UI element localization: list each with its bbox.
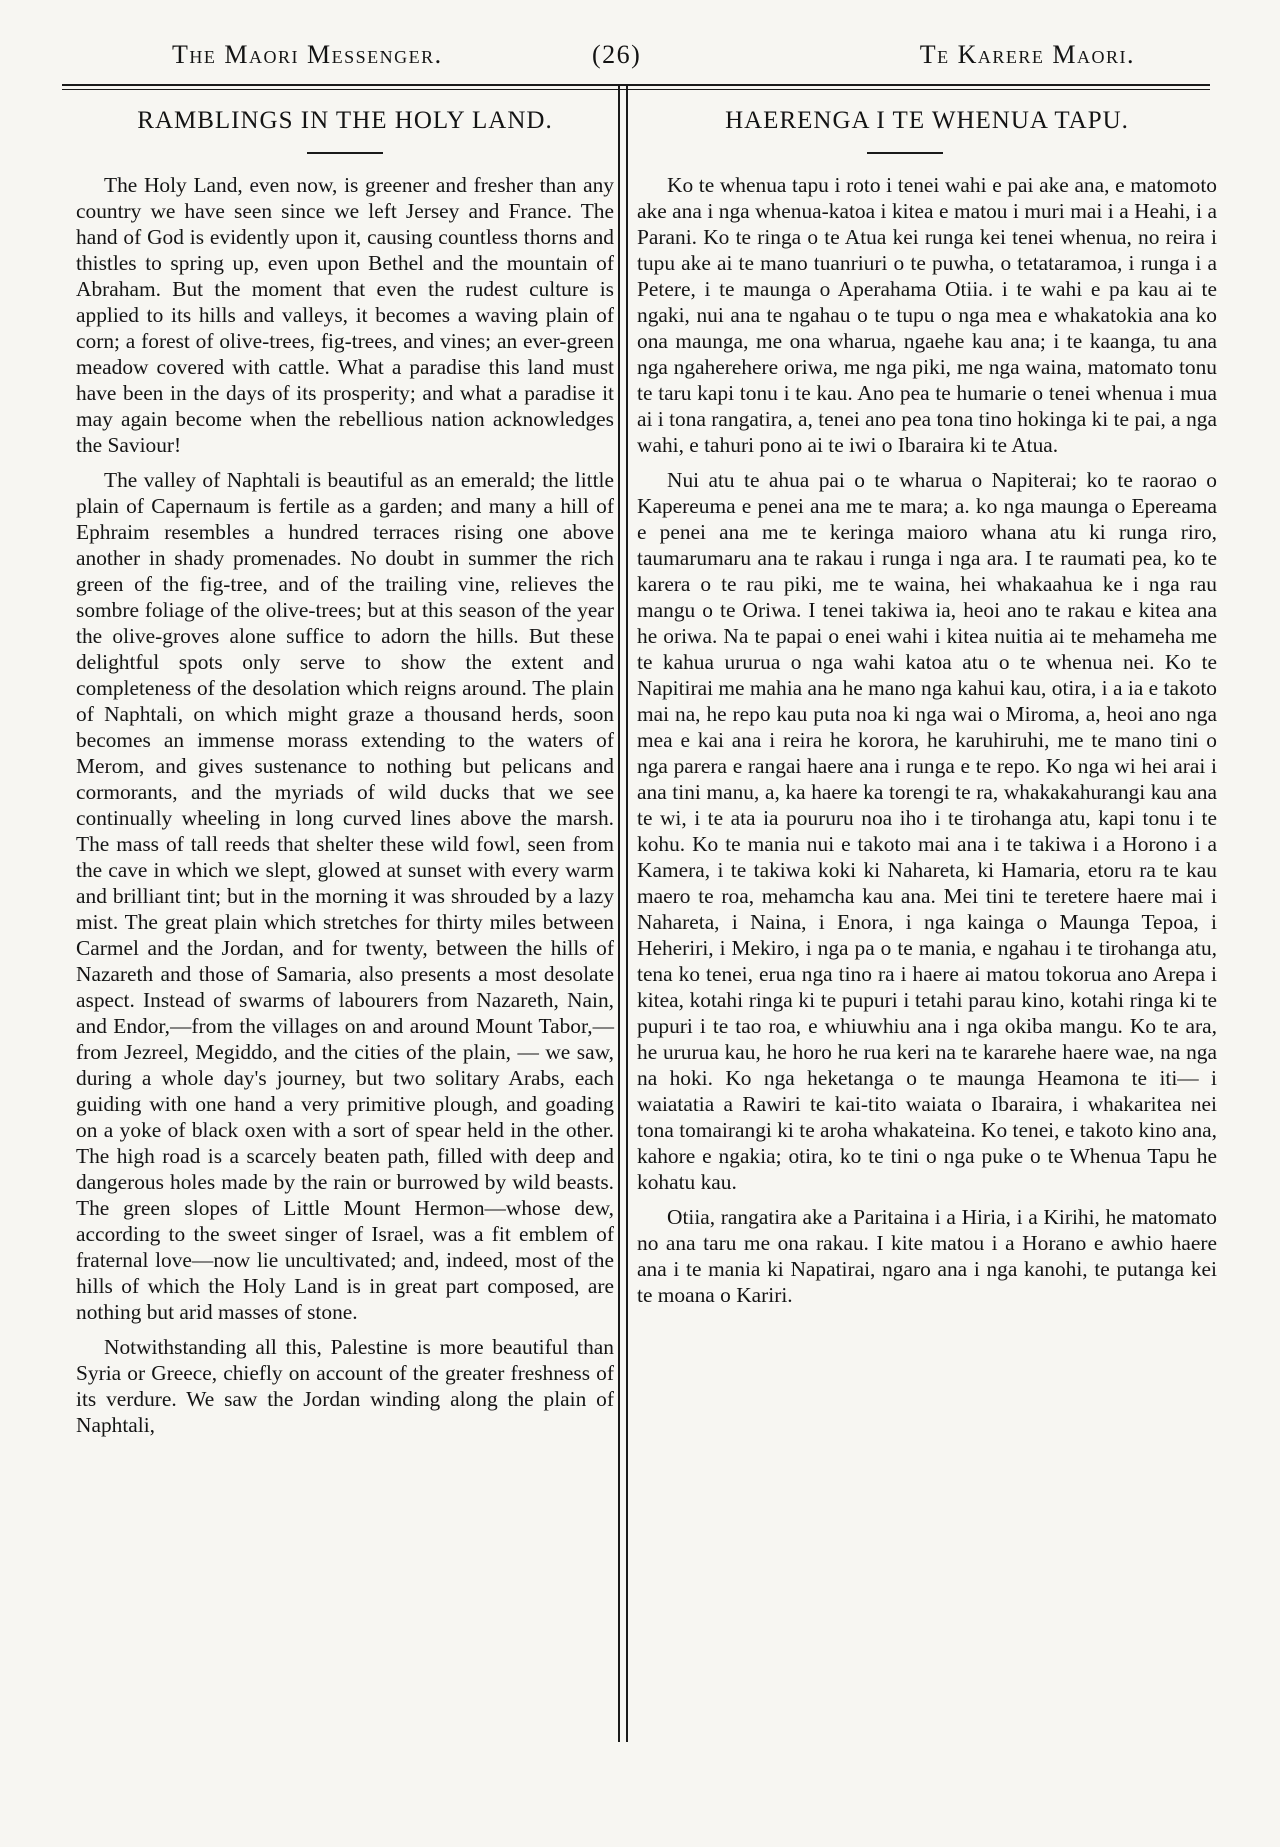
title-rule <box>867 152 943 154</box>
page-number: (26) <box>592 40 642 69</box>
header-rule-thin <box>62 89 1210 90</box>
maori-paragraph-3: Otiia, rangatira ake a Paritaina i a Hiria, i a Kirihi, he matomato no ana taru me ona rakau. I kite matou i a Horano e awhio haere ana i te mania ki Napatirai, ngaro ana i nga kanohi, te putanga kei te moana o Kariri. <box>637 1205 1217 1307</box>
english-article-title: RAMBLINGS IN THE HOLY LAND. <box>137 107 553 134</box>
title-rule <box>307 152 383 154</box>
maori-column <box>637 96 1217 1746</box>
maori-paragraph-1: Ko te whenua tapu i roto i tenei wahi e pai ake ana, e matomoto ake ana i nga whenua-katoa i kitea e matou i muri mai i a Heahi, i a Parani. Ko te ringa o te Atua kei runga kei tenei whenua, no reira i tupu ake ai te mano tuanriuri o te puwha, o tetataramoa, i runga i a Petere, i te maunga o Aperahama Otiia. i te wahi e pa kau ai te ngaki, nui ana te ngahau o te tupu o nga mea e whakatokia ana ko ona maunga, me ona wharua, ngaehe kau ana; i te kaanga, tu ana nga ngaherehere oriwa, me nga piki, me nga waina, matomato tonu te taru kapi tonu i te kau. Ano pea te humarie o tenei whenua i mua ai i tona rangatira, a, tenei ano pea tona tino hokinga ki te pai, a nga wahi, e tahuri pono ai te iwi o Ibaraira ki te Atua. <box>637 173 1217 457</box>
english-column <box>76 96 614 1746</box>
english-paragraph-2: The valley of Naphtali is beautiful as an emerald; the little plain of Capernaum is fertile as a garden; and many a hill of Ephraim resembles a hundred terraces rising one above another in shady promenades. No doubt in summer the rich green of the fig-tree, and of the trailing vine, relieves the sombre foliage of the olive-trees; but at this season of the year the olive-groves alone suffice to adorn the hills. But these delightful spots only serve to show the extent and completeness of the desolation which reigns around. The plain of Naphtali, on which might graze a thousand herds, soon becomes an immense morass extending to the waters of Merom, and gives sustenance to nothing but pelicans and cormorants, and the myriads of wild ducks that we see continually wheeling in long curved lines above the marsh. The mass of tall reeds that shelter these wild fowl, seen from the cave in which we slept, glowed at sunset with every warm and brilliant tint; but in the morning it was shrouded by a lazy mist. The great plain which stretches for thirty miles between Carmel and the Jordan, and for twenty, between the hills of Nazareth and those of Samaria, also presents a most desolate aspect. Instead of swarms of labourers from Nazareth, Nain, and Endor,—from the villages on and around Mount Tabor,—from Jezreel, Megiddo, and the cities of the plain, — we saw, during a whole day's journey, but two solitary Arabs, each guiding with one hand a very primitive plough, and goading on a yoke of black oxen with a sort of spear held in the other. The high road is a scarcely beaten path, filled with deep and dangerous holes made by the rain or burrowed by wild beasts. The green slopes of Little Mount Hermon—whose dew, according to the sweet singer of Israel, was a fit emblem of fraternal love—now lie uncultivated; and, indeed, most of the hills of which the Holy Land is in great part composed, are nothing but arid masses of stone. <box>76 468 614 1324</box>
header-english-masthead: The Maori Messenger. <box>172 40 443 69</box>
column-divider <box>618 84 620 1742</box>
maori-paragraph-2: Nui atu te ahua pai o te wharua o Napiterai; ko te raorao o Kapereuma e penei ana me te mara; a. ko nga maunga o Epereama e penei ana me te keringa maioro whana atu ki runga riro, taumarumaru ana te rakau i runga i nga ara. I te raumati pea, ko te karera o te rau piki, me te waina, hei whakaahua ke i nga rau mangu o te Oriwa. I tenei takiwa ia, heoi ano te rakau e kitea ana he oriwa. Na te papai o enei wahi i kitea nuitia ai te mehameha me te kahua ururua o nga wahi katoa atu o te whenua nei. Ko te Napitirai me mahia ana he mano nga kahui kau, otira, i a ia e takoto mai na, he repo kau puta noa ki nga wai o Miroma, a, heoi ano nga mea e kai ana i reira he korora, he karuhiruhi, me te mano tini o nga parera e rangai haere ana i runga e te repo. Ko nga wi hei arai i ana tini manu, a, ka haere ka torengi te ra, whakakahurangi kau ana te wi, i te ata ia poururu noa iho i te tirohanga atu, kapi tonu i te kohu. Ko te mania nui e takoto mai ana i te takiwa i a Horono i a Kamera, i te takiwa koki ki Nahareta, ki Hamaria, etoru ra te kau maero te roa, mehamcha kau ana. Mei tini te teretere haere mai i Nahareta, i Naina, i Enora, i nga kainga o Maunga Tepoa, i Heheriri, i Mekiro, i nga pa o te mania, e ngahau i te tirohanga atu, tena ko tenei, erua nga tino ra i haere ai matou tokorua ano Arepa i kitea, kotahi ringa ki te pupuri i tetahi parau kino, kotahi ringa ki te pupuri i te tao roa, e whiuwhiu ana i nga okiba mangu. Ko te ara, he ururua kau, he horo he rua keri na te kararehe haere wae, na nga na hoki. Ko nga heketanga o te maunga Heamona te iti— i waiatatia a Rawiri te kai-tito waiata o Ibaraira, i whakaritea nei tona tomairangi ki te aroha whakateina. Ko tenei, e takoto kino ana, kahore e ngakia; otira, ko te tini o nga puke o te Whenua Tapu he kohatu kau. <box>637 468 1217 1194</box>
column-divider-second <box>626 84 628 1742</box>
maori-article-title: HAERENGA I TE WHENUA TAPU. <box>725 107 1129 134</box>
english-paragraph-3: Notwithstanding all this, Palestine is more beautiful than Syria or Greece, chiefly on account of the greater freshness of its verdure. We saw the Jordan winding along the plain of Naphtali, <box>76 1335 614 1437</box>
english-paragraph-1: The Holy Land, even now, is greener and fresher than any country we have seen since we left Jersey and France. The hand of God is evidently upon it, causing countless thorns and thistles to spring up, even upon Bethel and the mountain of Abraham. But the moment that even the rudest culture is applied to its hills and valleys, it becomes a waving plain of corn; a forest of olive-trees, fig-trees, and vines; an ever-green meadow covered with cattle. What a paradise this land must have been in the days of its prosperity; and what a paradise it may again become when the rebellious nation acknowledges the Saviour! <box>76 173 614 457</box>
header-maori-masthead: Te Karere Maori. <box>919 40 1135 69</box>
header-rule <box>62 84 1210 86</box>
running-header <box>62 40 1220 80</box>
